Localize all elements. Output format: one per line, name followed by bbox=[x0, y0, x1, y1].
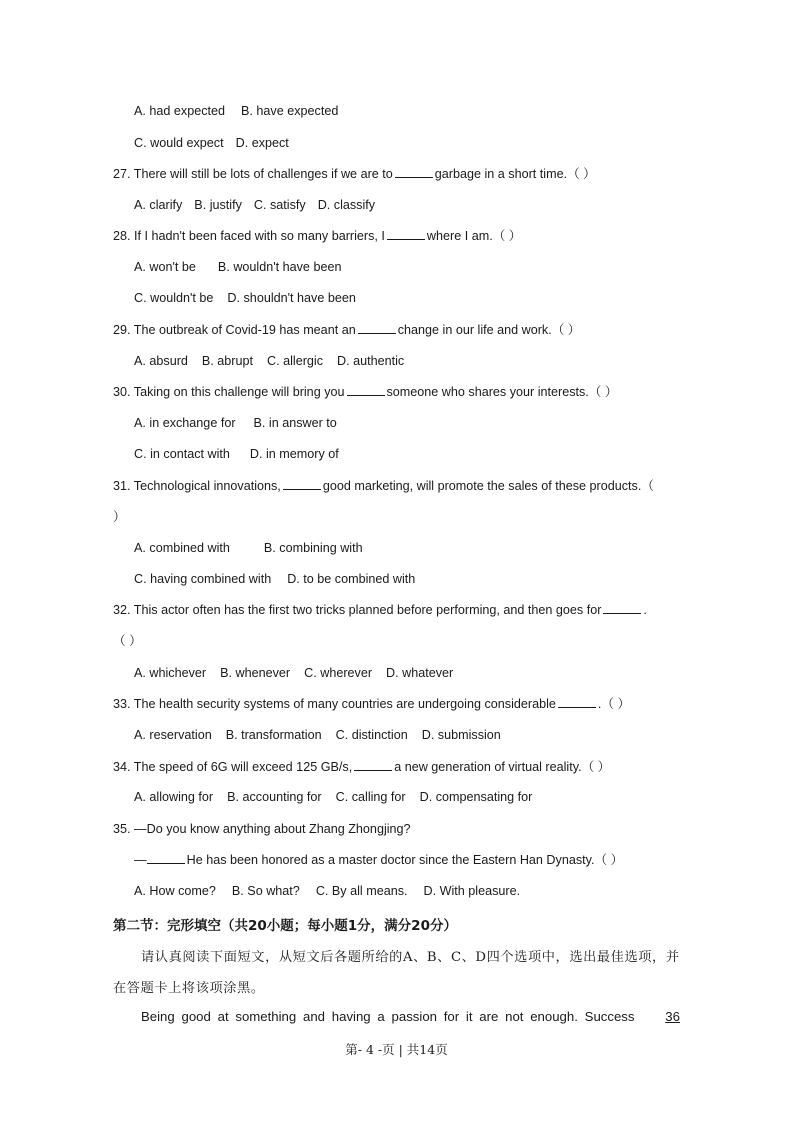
q26-option-c: C. would expect bbox=[134, 136, 224, 150]
q32-option-b: B. whenever bbox=[220, 666, 291, 680]
q31-options-row2 bbox=[134, 571, 415, 587]
q28-options-row1 bbox=[134, 259, 341, 275]
q28-blank bbox=[387, 228, 425, 240]
q31-option-b: B. combining with bbox=[263, 541, 363, 555]
q30-stem-pre: 30. Taking on this challenge will bring you bbox=[113, 385, 345, 399]
q26-options-row1 bbox=[134, 103, 338, 119]
q29-blank bbox=[358, 322, 396, 334]
question-33 bbox=[113, 696, 630, 712]
section-instruction-line1: 请认真阅读下面短文，从短文后各题所给的A、B、C、D四个选项中，选出最佳选项，并 bbox=[141, 950, 680, 965]
q27-option-a: A. clarify bbox=[134, 198, 183, 212]
q35-option-b: B. So what? bbox=[231, 884, 300, 898]
q34-option-a: A. allowing for bbox=[134, 790, 214, 804]
q32-stem-post: . bbox=[643, 603, 647, 617]
q28-option-a: A. won't be bbox=[134, 260, 196, 274]
q35-dash: — bbox=[134, 853, 147, 867]
q26-options-row2 bbox=[134, 135, 289, 151]
q34-stem-pre: 34. The speed of 6G will exceed 125 GB/s, bbox=[113, 760, 353, 774]
passage-word: a bbox=[377, 1009, 385, 1024]
q28-stem-post: where I am.（ ） bbox=[426, 229, 522, 243]
q33-stem-pre: 33. The health security systems of many countries are undergoing considerable bbox=[113, 697, 556, 711]
q34-option-b: B. accounting for bbox=[227, 790, 322, 804]
q27-stem-pre: 27. There will still be lots of challenges if we are to bbox=[113, 167, 393, 181]
q28-options-row2 bbox=[134, 290, 356, 306]
q32-option-c: C. wherever bbox=[304, 666, 373, 680]
q35-line2-post: He has been honored as a master doctor since the Eastern Han Dynasty.（ ） bbox=[186, 853, 624, 867]
q35-blank bbox=[147, 852, 185, 864]
section-title: 第二节：完形填空（共20小题；每小题1分，满分20分） bbox=[113, 918, 457, 934]
q34-stem-post: a new generation of virtual reality.（ ） bbox=[394, 760, 611, 774]
q30-options-row1 bbox=[134, 415, 337, 431]
q26-option-b: B. have expected bbox=[241, 104, 339, 118]
q33-option-c: C. distinction bbox=[335, 728, 408, 742]
q33-option-b: B. transformation bbox=[225, 728, 322, 742]
passage-word: at bbox=[217, 1009, 229, 1024]
question-29 bbox=[113, 322, 580, 338]
q32-paren: （ ） bbox=[113, 634, 142, 648]
q34-option-c: C. calling for bbox=[335, 790, 406, 804]
q31-option-d: D. to be combined with bbox=[287, 572, 416, 586]
passage-word: something bbox=[235, 1009, 297, 1024]
passage-word: are bbox=[479, 1009, 499, 1024]
q31-stem-post: good marketing, will promote the sales of these products.（ bbox=[322, 479, 654, 493]
passage-word: Being bbox=[141, 1009, 175, 1024]
q34-blank bbox=[354, 759, 392, 771]
q31-stem-pre: 31. Technological innovations, bbox=[113, 479, 281, 493]
q31-option-a: A. combined with bbox=[134, 541, 230, 555]
q26-option-d: D. expect bbox=[235, 136, 289, 150]
question-31 bbox=[113, 478, 654, 494]
q30-option-b: B. in answer to bbox=[253, 416, 337, 430]
q30-option-d: D. in memory of bbox=[249, 447, 339, 461]
q29-stem-post: change in our life and work.（ ） bbox=[397, 323, 581, 337]
passage-word: it bbox=[465, 1009, 473, 1024]
page-footer: 第- 4 -页 | 共14页 bbox=[345, 1042, 448, 1057]
q33-options bbox=[134, 727, 501, 743]
q33-option-d: D. submission bbox=[421, 728, 501, 742]
q33-stem-post: .（ ） bbox=[597, 697, 631, 711]
q31-blank bbox=[283, 478, 321, 490]
passage-word: Success bbox=[584, 1009, 635, 1024]
q27-blank bbox=[395, 166, 433, 178]
q35-option-d: D. With pleasure. bbox=[423, 884, 521, 898]
question-30 bbox=[113, 384, 618, 400]
q27-stem-post: garbage in a short time.（ ） bbox=[434, 167, 596, 181]
q31-paren-close: ） bbox=[113, 510, 126, 524]
q30-options-row2 bbox=[134, 446, 339, 462]
q31-options-row1 bbox=[134, 540, 363, 556]
q30-blank bbox=[347, 384, 385, 396]
passage-word: passion bbox=[391, 1009, 437, 1024]
q27-option-b: B. justify bbox=[194, 198, 242, 212]
q32-blank bbox=[603, 602, 641, 614]
q29-option-a: A. absurd bbox=[134, 354, 188, 368]
passage-word: for bbox=[443, 1009, 460, 1024]
q35-option-c: C. By all means. bbox=[315, 884, 408, 898]
q29-option-c: C. allergic bbox=[267, 354, 324, 368]
q28-option-b: B. wouldn't have been bbox=[217, 260, 342, 274]
q34-options bbox=[134, 789, 532, 805]
q26-option-a: A. had expected bbox=[134, 104, 226, 118]
q28-option-c: C. wouldn't be bbox=[134, 291, 214, 305]
question-32 bbox=[113, 602, 647, 618]
q32-option-d: D. whatever bbox=[386, 666, 454, 680]
question-35: 35. —Do you know anything about Zhang Zhongjing? bbox=[113, 822, 411, 836]
question-28 bbox=[113, 228, 521, 244]
q32-stem-pre: 32. This actor often has the first two tricks planned before performing, and then goes for bbox=[113, 603, 602, 617]
passage-word: good bbox=[181, 1009, 211, 1024]
q28-option-d: D. shouldn't have been bbox=[227, 291, 356, 305]
passage-blank-36: 36 bbox=[665, 1009, 680, 1024]
q32-option-a: A. whichever bbox=[134, 666, 207, 680]
q27-option-d: D. classify bbox=[317, 198, 376, 212]
q27-option-c: C. satisfy bbox=[253, 198, 306, 212]
q33-blank bbox=[558, 696, 596, 708]
q30-option-c: C. in contact with bbox=[134, 447, 230, 461]
q28-stem-pre: 28. If I hadn't been faced with so many barriers, I bbox=[113, 229, 385, 243]
q30-stem-post: someone who shares your interests.（ ） bbox=[386, 385, 618, 399]
passage-first-line bbox=[141, 1009, 680, 1024]
question-34 bbox=[113, 759, 610, 775]
q32-options bbox=[134, 665, 453, 681]
q27-options bbox=[134, 197, 375, 213]
q29-option-b: B. abrupt bbox=[201, 354, 254, 368]
q35-dialogue-line2 bbox=[134, 852, 623, 868]
question-27 bbox=[113, 166, 596, 182]
q29-options bbox=[134, 353, 404, 369]
passage-word: having bbox=[331, 1009, 371, 1024]
q33-option-a: A. reservation bbox=[134, 728, 212, 742]
q31-option-c: C. having combined with bbox=[134, 572, 272, 586]
q29-stem-pre: 29. The outbreak of Covid-19 has meant an bbox=[113, 323, 356, 337]
passage-word: and bbox=[303, 1009, 326, 1024]
q30-option-a: A. in exchange for bbox=[134, 416, 236, 430]
q34-option-d: D. compensating for bbox=[419, 790, 533, 804]
section-instruction-line2: 在答题卡上将该项涂黑。 bbox=[113, 981, 265, 996]
q35-options bbox=[134, 883, 520, 899]
passage-word: not bbox=[505, 1009, 524, 1024]
q35-option-a: A. How come? bbox=[134, 884, 216, 898]
passage-word: enough. bbox=[530, 1009, 578, 1024]
q29-option-d: D. authentic bbox=[337, 354, 405, 368]
